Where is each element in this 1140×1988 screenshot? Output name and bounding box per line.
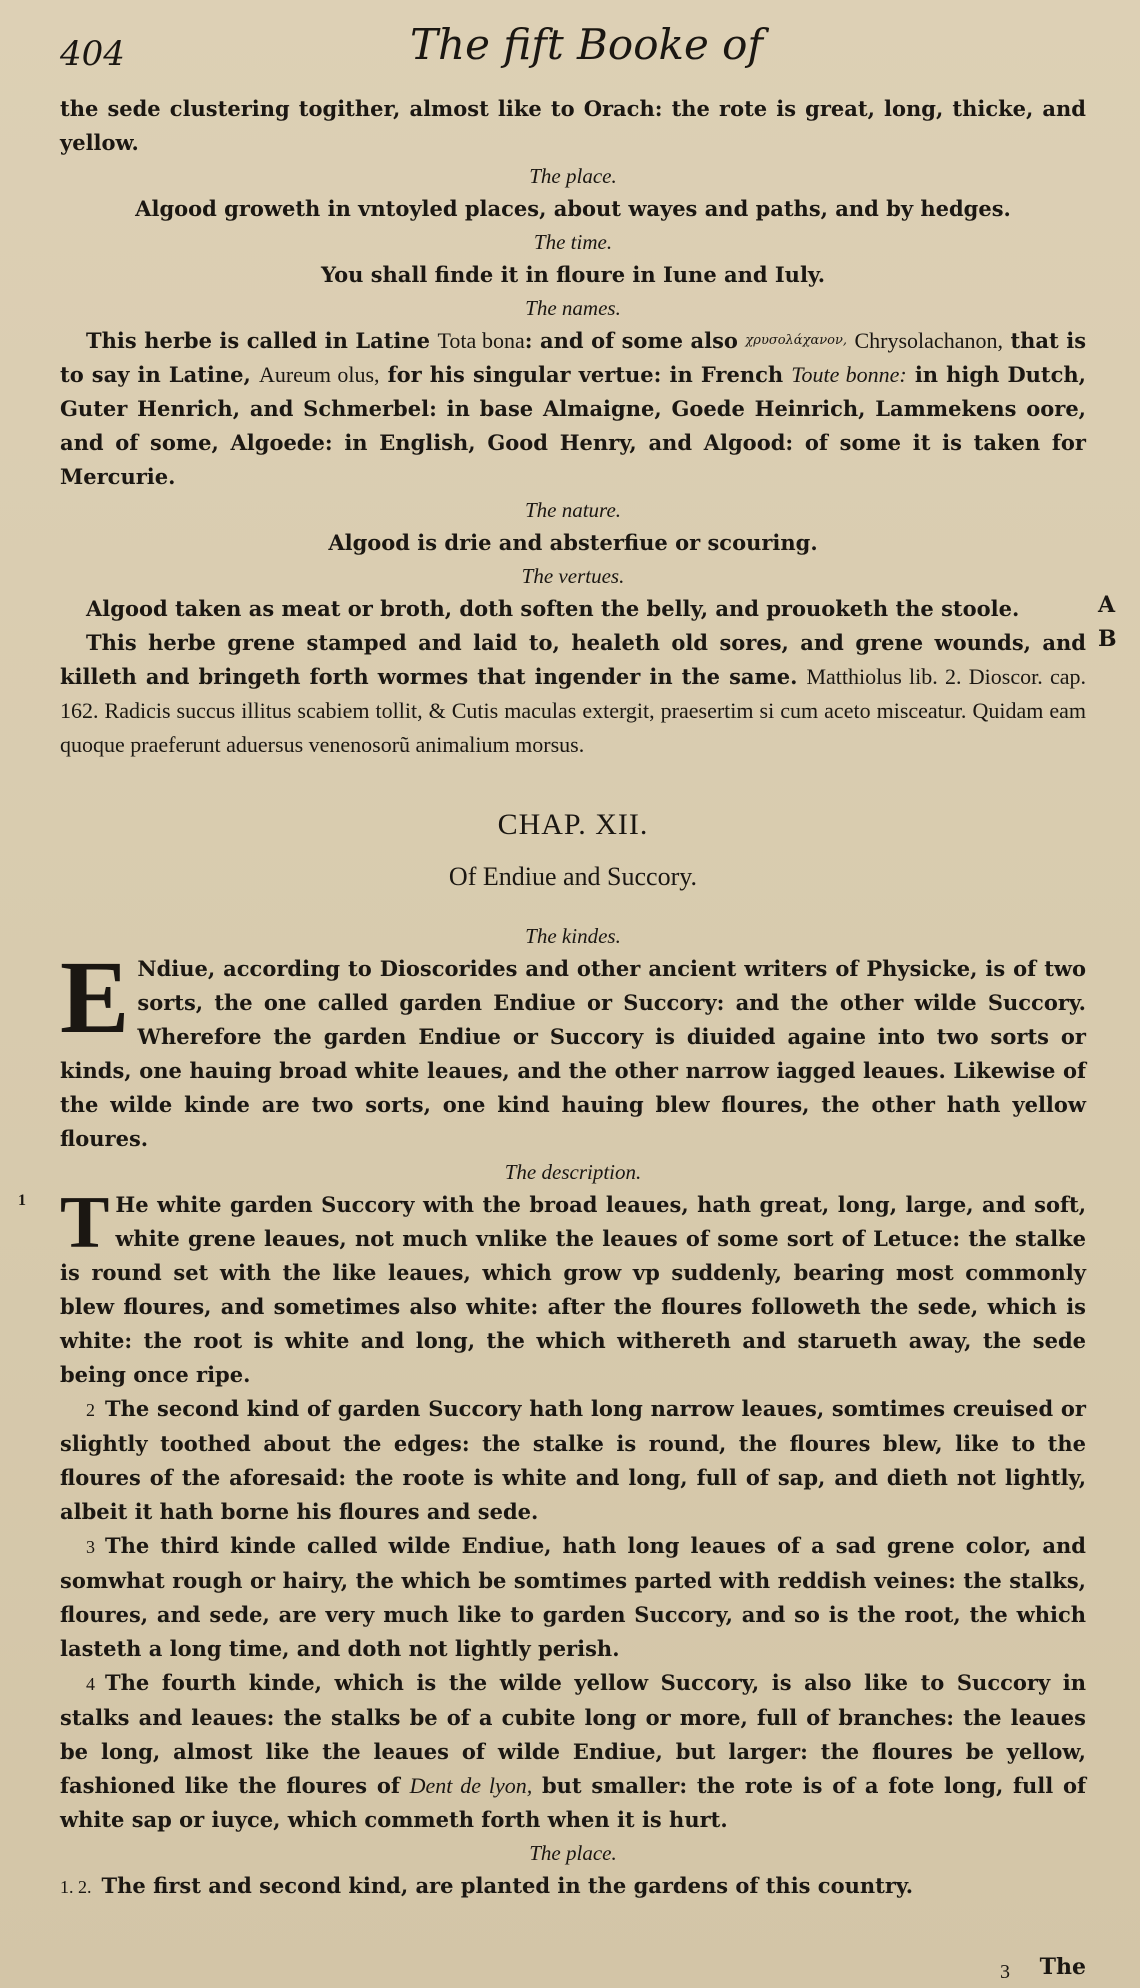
paragraph-number: 1. 2. bbox=[60, 1877, 92, 1897]
algood-time-text: You shall finde it in floure in Iune and Iuly. bbox=[320, 262, 826, 287]
algood-nature-heading: The nature. bbox=[524, 498, 622, 522]
chapter-title: CHAP. XII. bbox=[497, 808, 649, 841]
names-part: in high Dutch, Guter Henrich, and Schmerbel: in base Almaigne, Goede Heinrich, Lammekens oore, and of some, Algoede: in English, Good Henry, and Algood: of some it is taken for Mercurie. bbox=[60, 362, 1086, 489]
kindes-body: Ndiue, according to Dioscorides and other ancient writers of Physicke, is of two sorts, the one called garden Endiue or Succory: and the other wilde Succory. Wherefore the garden Endiue or Succory is diuided againe into two sorts or kinds, one hauing broad white leaues, and the other narrow iagged leaues. Likewise of the wilde kinde are two sorts, one kind hauing blew floures, the other hath yellow floures. bbox=[60, 956, 1086, 1151]
signature-mark: 3 bbox=[1000, 1961, 1010, 1983]
vertues-text: This herbe grene stamped and laid to, healeth old sores, and grene wounds, and killeth and bringeth forth wormes that ingender in the same. bbox=[60, 630, 1086, 689]
names-part: This herbe is called in Latine bbox=[86, 328, 431, 353]
description-3-body: The third kinde called wilde Endiue, hath long leaues of a sad grene color, and somwhat rough or hairy, the which be somtimes parted with reddish veines: the stalks, floures, and sede, are very much like to garden Succory, and so is the root, the which lasteth a long time, and doth not lightly perish. bbox=[60, 1533, 1086, 1661]
algood-names-text bbox=[60, 324, 1086, 494]
endiue-description-1 bbox=[18, 1182, 1086, 1392]
names-part: that is to say in Latine, bbox=[60, 328, 1087, 387]
algood-nature-text: Algood is drie and absterfiue or scouring. bbox=[328, 530, 818, 555]
algood-vertues-2 bbox=[60, 626, 1086, 762]
paragraph-number: 2 bbox=[86, 1400, 95, 1420]
algood-vertues-heading: The vertues. bbox=[521, 564, 625, 588]
drop-cap-t: T bbox=[60, 1182, 110, 1264]
endiue-description-3 bbox=[60, 1529, 1086, 1666]
running-title: The fift Booke of bbox=[410, 20, 763, 69]
place-body: The first and second kind, are planted in the gardens of this country. bbox=[101, 1873, 914, 1898]
latin-name: Chrysolachanon, bbox=[854, 328, 1003, 353]
paragraph-number: 4 bbox=[86, 1674, 95, 1694]
latin-citation: Matthiolus lib. 2. Dioscor. cap. 162. Radicis succus illitus scabiem tollit, & Cutis maculas extergit, praesertim si cum aceto misceatur. Quidam eam quoque praeferunt aduersus venenosorũ animalium morsus. bbox=[60, 664, 1087, 757]
description-4-body: The fourth kinde, which is the wilde yellow Succory, is also like to Succory in stalks and leaues: the stalks be of a cubite long or more, full of branches: the leaues be long, almost like the leaues of wilde Endiue, but larger: the floures be yellow, fashioned like the floures of bbox=[60, 1670, 1086, 1798]
catchword: The bbox=[1039, 1954, 1086, 1980]
latin-name: Tota bona bbox=[437, 328, 525, 353]
names-part: : and of some also bbox=[524, 328, 738, 353]
description-2-body: The second kind of garden Succory hath long narrow leaues, somtimes creuised or slightly toothed about the edges: the stalke is round, the floures blew, like to the floures of the aforesaid: the roote is white and long, full of sap, and dieth not lightly, albeit it hath borne his floures and sede. bbox=[60, 1396, 1086, 1524]
latin-name: Aureum olus, bbox=[258, 362, 380, 387]
margin-letter-b: B bbox=[1098, 626, 1117, 652]
endiue-description-2 bbox=[60, 1392, 1086, 1529]
greek-name: χρυσολάχανον, bbox=[745, 333, 847, 348]
description-4-body-end: but smaller: the rote is of a fote long, full of white sap or iuyce, which commeth forth when it is hurt. bbox=[60, 1773, 1086, 1832]
margin-letter-a: A bbox=[1098, 592, 1116, 618]
page-number: 404 bbox=[60, 34, 125, 74]
paragraph-number: 1 bbox=[18, 1192, 26, 1209]
algood-vertues-1: Algood taken as meat or broth, doth soften the belly, and prouoketh the stoole. bbox=[86, 596, 1020, 621]
endiue-description-4 bbox=[60, 1666, 1086, 1837]
endiue-place-text bbox=[60, 1869, 1086, 1904]
algood-names-heading: The names. bbox=[525, 296, 621, 320]
italic-plant-name: Dent de lyon, bbox=[409, 1773, 533, 1798]
endiue-kindes-text bbox=[60, 940, 1086, 1156]
algood-vertues bbox=[60, 592, 1117, 762]
running-head bbox=[60, 14, 1086, 92]
endiue-description-heading: The description. bbox=[504, 1160, 642, 1184]
chapter-subtitle: Of Endiue and Succory. bbox=[448, 862, 698, 891]
description-1-body: He white garden Succory with the broad leaues, hath great, long, large, and soft, white grene leaues, not much vnlike the leaues of some sort of Letuce: the stalke is round set with the like leaues, which grow vp suddenly, bearing most commonly blew floures, and sometimes also white: after the floures followeth the sede, which is white: the root is white and long, the which withereth and starueth away, the sede being once ripe. bbox=[60, 1192, 1086, 1387]
drop-cap-e: E bbox=[60, 940, 130, 1055]
names-part: for his singular vertue: in French bbox=[387, 362, 784, 387]
algood-description-end: the sede clustering togither, almost like to Orach: the rote is great, long, thicke, and yellow. bbox=[60, 96, 1086, 155]
description-1-text bbox=[60, 1182, 1086, 1392]
algood-place-text: Algood groweth in vntoyled places, about wayes and paths, and by hedges. bbox=[135, 196, 1011, 221]
paragraph-number: 3 bbox=[86, 1537, 95, 1557]
french-name: Toute bonne: bbox=[791, 362, 907, 387]
endiue-place-heading: The place. bbox=[529, 1841, 617, 1865]
endiue-kindes-heading: The kindes. bbox=[525, 924, 621, 948]
algood-time-heading: The time. bbox=[533, 230, 613, 254]
algood-place-heading: The place. bbox=[529, 164, 617, 188]
